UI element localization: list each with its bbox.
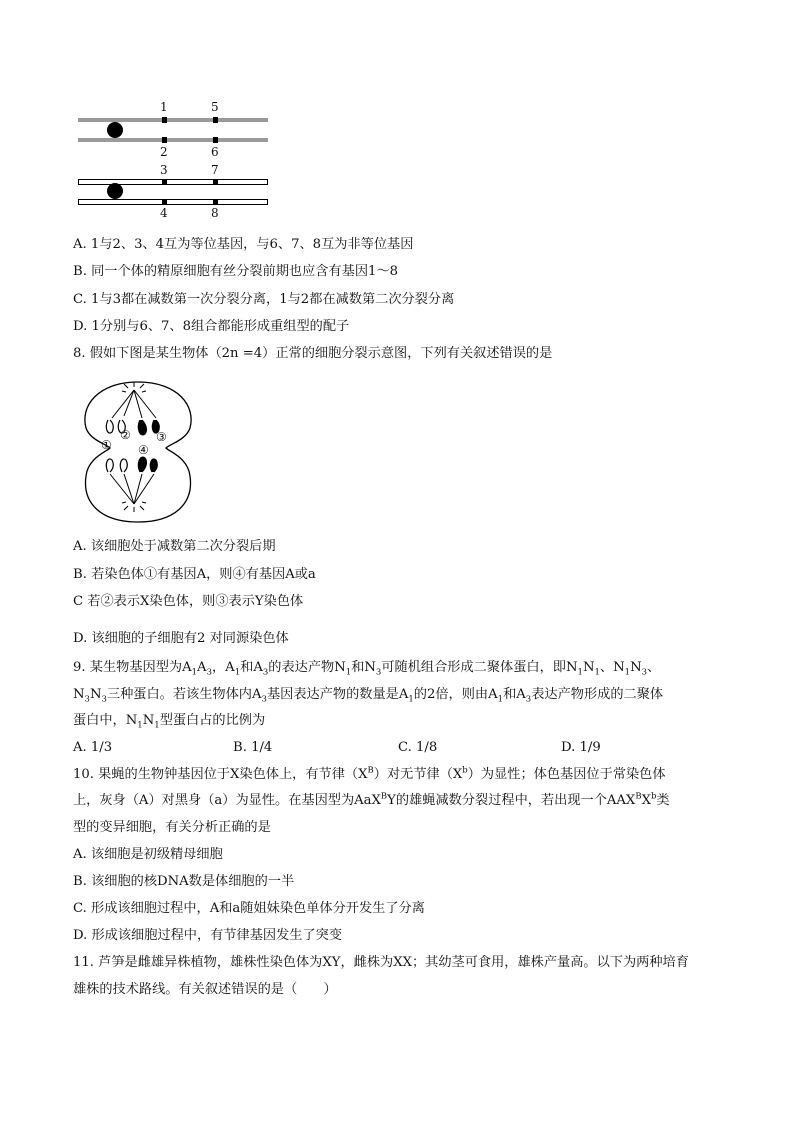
- chromosome-label-4: ④: [138, 443, 149, 457]
- q10-option-d: D. 形成该细胞过程中，有节律基因发生了突变: [73, 928, 343, 943]
- q8-option-d: D. 该细胞的子细胞有2 对同源染色体: [73, 631, 289, 646]
- gene-label-8: 8: [211, 206, 219, 220]
- q10-option-a: A. 该细胞是初级精母细胞: [73, 847, 223, 862]
- q11-stem-line2: 雄株的技术路线。有关叙述错误的是（ ）: [73, 982, 337, 997]
- q7-option-a: A. 1与2、3、4互为等位基因，与6、7、8互为非等位基因: [73, 237, 414, 252]
- gene-label-7: 7: [211, 163, 219, 177]
- chromatid-2: [78, 138, 268, 142]
- q9-option-c: C. 1/8: [398, 740, 438, 755]
- chromatid-1: [78, 118, 268, 122]
- q8-option-c: C 若②表示X染色体，则③表示Y染色体: [73, 594, 304, 609]
- chromosome-label-3: ③: [156, 430, 167, 444]
- chromosome-gene-diagram: [70, 96, 280, 226]
- q10-stem-line1: 10. 果蝇的生物钟基因位于X染色体上，有节律$(X^B)$对无节律$(X^b)$为显性；体色基因位于常染色体: [73, 765, 666, 782]
- centromere-2: [107, 183, 123, 199]
- q9-option-b: B. 1/4: [233, 740, 273, 755]
- gene-label-5: 5: [211, 100, 219, 114]
- q10-option-c: C. 形成该细胞过程中，A和a随姐妹染色单体分开发生了分离: [73, 901, 425, 916]
- q10-stem-line2: 上，灰身（A）对黑身（a）为显性。在基因型为AaX$^B$Y的雄蝇减数分裂过程中，若出现一个$AAX^BX^b$类: [73, 791, 670, 808]
- q10-option-b: B. 该细胞的核DNA数是体细胞的一半: [73, 874, 295, 889]
- q11-stem-line1: 11. 芦笋是雌雄异株植物，雄株性染色体为XY，雌株为XX；其幼茎可食用，雄株产量高。以下为两种培育: [73, 955, 689, 970]
- gene-label-2: 2: [160, 145, 168, 159]
- q8-option-a: A. 该细胞处于减数第二次分裂后期: [73, 539, 276, 554]
- q9-stem-line1: 9. 某生物基因型为$A_1A_3$，$A_1$和$A_3$的表达产物$N_1$和$N_3$可随机组合形成二聚体蛋白，即$N_1N_1$、$N_1N_3$、: [73, 660, 661, 678]
- gene-label-6: 6: [211, 145, 219, 159]
- chromosome-label-2: ②: [120, 428, 131, 442]
- gene-label-4: 4: [160, 206, 168, 220]
- q9-stem-line2: $N_3N_3$三种蛋白。若该生物体内$A_3$基因表达产物的数量是$A_1$的2倍，则由$A_1$和$A_3$表达产物形成的二聚体: [73, 687, 664, 705]
- q8-option-b: B. 若染色体①有基因A，则④有基因A或a: [73, 567, 316, 582]
- q8-stem: 8. 假如下图是某生物体（2n =4）正常的细胞分裂示意图，下列有关叙述错误的是: [73, 346, 553, 361]
- q9-stem-line3: 蛋白中，$N_1N_1$型蛋白占的比例为: [73, 713, 266, 731]
- gene-label-1: 1: [160, 100, 168, 114]
- q10-stem-line3: 型的变异细胞，有关分析正确的是: [73, 820, 271, 835]
- chromatid-4: [79, 200, 268, 205]
- q7-option-d: D. 1分别与6、7、8组合都能形成重组型的配子: [73, 319, 350, 334]
- gene-label-3: 3: [160, 163, 168, 177]
- q7-option-b: B. 同一个体的精原细胞有丝分裂前期也应含有基因1～8: [73, 264, 398, 279]
- centromere-1: [107, 122, 123, 138]
- chromatid-3: [79, 180, 268, 185]
- q7-option-c: C. 1与3都在减数第一次分裂分离，1与2都在减数第二次分裂分离: [73, 292, 455, 307]
- q9-option-d: D. 1/9: [561, 740, 601, 755]
- chromosome-label-1: ①: [101, 438, 112, 452]
- q9-option-a: A. 1/3: [73, 740, 113, 755]
